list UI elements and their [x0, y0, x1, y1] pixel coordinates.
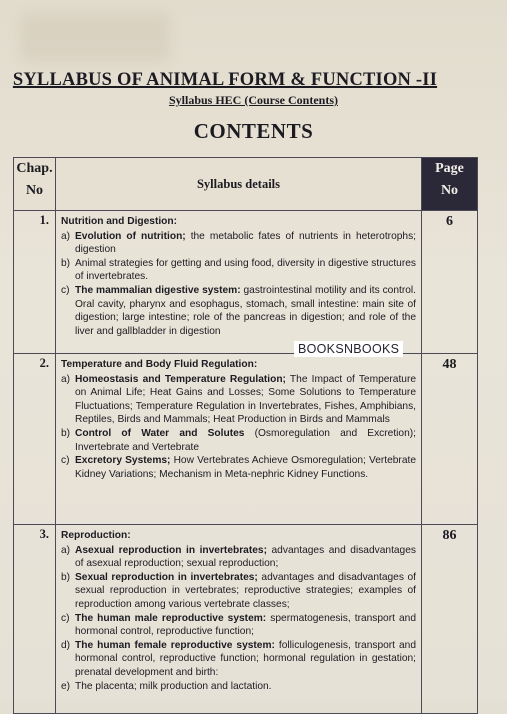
page-number: 48	[442, 357, 457, 372]
item-text: Animal strategies for getting and using food, diversity in digestive structures of invertebrates.	[75, 257, 416, 283]
item-text: folliculogenesis, transport and hormonal control, reproductive function; hormonal regulation in gestation; prenatal development and birth:	[75, 639, 416, 678]
item-text-wrap	[75, 427, 416, 454]
item-letter: a)	[61, 544, 71, 556]
item-text-wrap	[75, 571, 416, 612]
item-text: The placenta; milk production and lactation.	[75, 680, 272, 692]
header-chap-no-label: No	[25, 183, 44, 198]
table-row	[14, 211, 478, 354]
item-text: advantages and disadvantages of asexual reproduction; sexual reproduction;	[75, 544, 416, 570]
table-header-row	[14, 158, 478, 211]
chapter-number-cell	[14, 525, 56, 714]
page-number-cell	[422, 211, 478, 354]
item-topic: Homeostasis and Temperature Regulation;	[75, 373, 286, 385]
syllabus-item	[61, 230, 416, 257]
page-number-cell	[422, 525, 478, 714]
item-letter: c)	[61, 284, 70, 296]
table-row	[14, 525, 478, 714]
item-text-wrap	[75, 680, 416, 694]
item-text: (Osmoregulation and Excretion); Invertebrate and Vertebrate	[75, 427, 416, 453]
chapter-title: Nutrition and Digestion:	[61, 216, 178, 227]
page-number: 6	[446, 214, 453, 229]
header-syllabus-details: Syllabus details	[56, 158, 422, 211]
item-topic: The human female reproductive system:	[75, 639, 275, 651]
chapter-details-cell	[56, 354, 422, 525]
item-letter: b)	[61, 257, 71, 269]
chapter-number: 1.	[39, 213, 49, 227]
page-number-cell	[422, 354, 478, 525]
item-letter: a)	[61, 230, 71, 242]
syllabus-item	[61, 373, 416, 427]
chapter-number-cell	[14, 211, 56, 354]
item-text-wrap	[75, 454, 416, 481]
item-topic: Control of Water and Solutes	[75, 427, 245, 439]
syllabus-item	[61, 571, 416, 612]
syllabus-item	[61, 544, 416, 571]
chapter-details-cell	[56, 525, 422, 714]
header-page-no	[422, 158, 478, 211]
page-title: SYLLABUS OF ANIMAL FORM & FUNCTION -II	[12, 70, 438, 90]
item-text: The Impact of Temperature on Animal Life; Heat Gains and Losses; Some Solutions to Temperature Fluctuations; Temperature Regulation in Invertebrates, Fishes, Amphibians, Reptiles, Birds and Mammals; Heat Production in Birds and Mammals	[75, 373, 417, 426]
item-letter: a)	[61, 373, 71, 385]
syllabus-item	[61, 612, 416, 639]
header-chap-no	[14, 158, 56, 211]
item-text-wrap	[75, 284, 416, 338]
item-text-wrap	[75, 639, 416, 680]
syllabus-item	[61, 427, 416, 454]
watermark-label: BOOKSNBOOKS	[294, 341, 403, 357]
item-text-wrap	[75, 373, 416, 427]
chapter-title: Temperature and Body Fluid Regulation:	[61, 359, 258, 370]
header-page-label: Page	[435, 161, 464, 176]
item-text: How Vertebrates Achieve Osmoregulation; Vertebrate Kidney Variations; Mechanism in Meta-nephric Kidney Functions.	[75, 455, 416, 480]
header-page-no-label: No	[440, 183, 459, 198]
syllabus-item	[61, 284, 416, 338]
item-topic: Asexual reproduction in invertebrates;	[75, 544, 267, 556]
syllabus-item	[61, 680, 416, 694]
item-topic: Excretory Systems;	[75, 455, 171, 467]
chapter-title: Reproduction:	[61, 530, 131, 541]
item-letter: b)	[61, 427, 71, 439]
item-letter: c)	[61, 455, 70, 467]
chapter-number-cell	[14, 354, 56, 525]
syllabus-item	[61, 639, 416, 680]
item-topic: Evolution of nutrition;	[75, 230, 186, 242]
item-letter: c)	[61, 612, 70, 624]
item-text: gastrointestinal motility and its control. Oral cavity, pharynx and esophagus, stomach, small intestine: main site of digestion; large intestine; role of the pancreas in digestion; and role of the liver and gallbladder in digestion	[75, 284, 416, 337]
page-number: 86	[442, 528, 457, 543]
chapter-number: 3.	[39, 527, 49, 541]
item-letter: d)	[61, 639, 71, 651]
item-letter: e)	[61, 680, 71, 692]
item-text: spermatogenesis, transport and hormonal control, reproductive function;	[75, 612, 417, 638]
chapter-details-cell	[56, 211, 422, 354]
page-subtitle: Syllabus HEC (Course Contents)	[168, 93, 339, 107]
table-row	[14, 354, 478, 525]
item-topic: The mammalian digestive system:	[75, 284, 241, 296]
item-topic: Sexual reproduction in invertebrates;	[75, 571, 258, 583]
item-text: advantages and disadvantages of sexual reproduction in vertebrates; reproductive strategies; examples of reproduction among various vertebrate classes;	[75, 571, 416, 610]
contents-heading: CONTENTS	[193, 119, 314, 143]
syllabus-item	[61, 257, 416, 284]
item-text: the metabolic fates of nutrients in heterotrophs; digestion	[75, 230, 416, 256]
item-text-wrap	[75, 612, 416, 639]
chapter-number: 2.	[39, 356, 49, 370]
contents-table	[13, 157, 478, 714]
item-text-wrap	[75, 230, 416, 257]
page-smudge	[20, 14, 170, 62]
item-text-wrap	[75, 257, 416, 284]
item-topic: The human male reproductive system:	[75, 612, 267, 624]
header-chap-label: Chap.	[16, 161, 53, 176]
syllabus-item	[61, 454, 416, 481]
item-text-wrap	[75, 544, 416, 571]
item-letter: b)	[61, 571, 71, 583]
